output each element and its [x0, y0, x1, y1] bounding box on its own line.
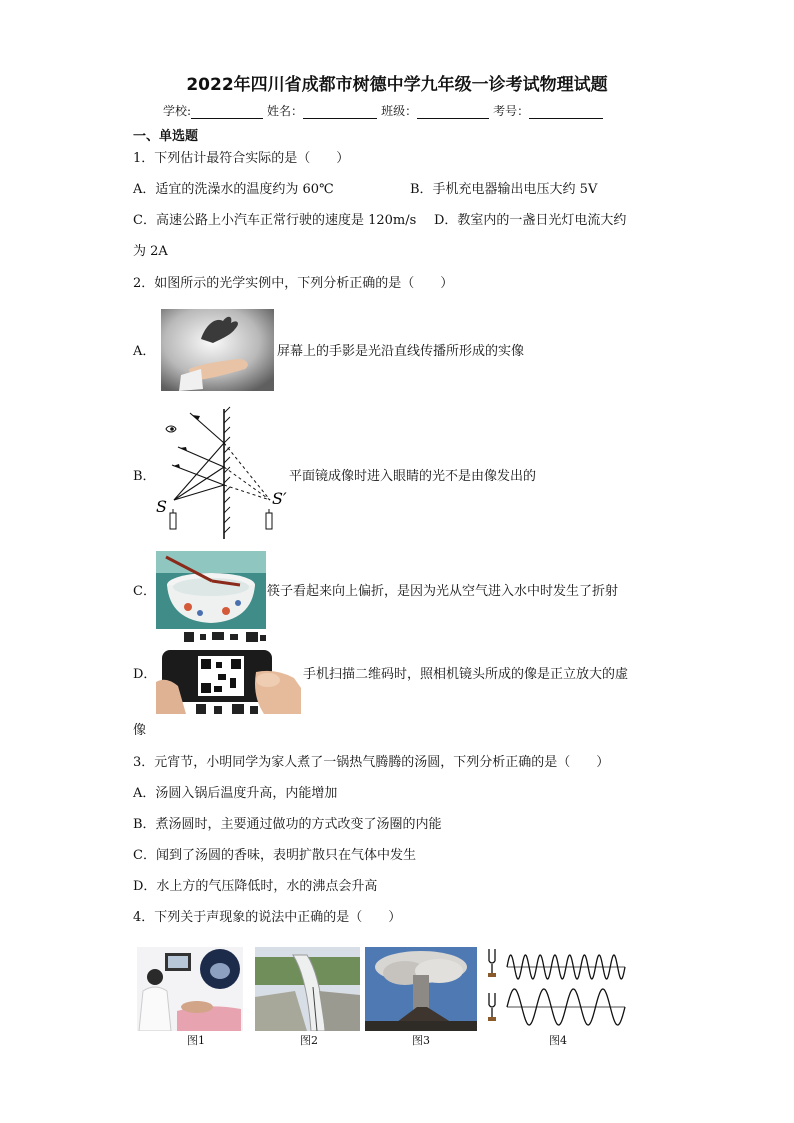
q1-option-c: C．高速公路上小汽车正常行驶的速度是 120m/s — [133, 213, 417, 228]
school-blank[interactable] — [191, 104, 263, 119]
q2-option-a-label: A． — [133, 344, 156, 359]
section-heading: 一、单选题 — [133, 129, 199, 144]
figure-caption-4: 图4 — [549, 1034, 567, 1047]
volcano-eruption-image — [365, 947, 477, 1031]
q3-option-b: B．煮汤圆时，主要通过做功的方式改变了汤圈的内能 — [133, 817, 442, 832]
sound-barrier-image — [255, 947, 360, 1031]
qr-scan-image — [156, 632, 301, 714]
figure-caption-3: 图3 — [412, 1034, 430, 1047]
q1-option-d: D．教室内的一盏日光灯电流大约 — [434, 213, 627, 228]
q2-stem: 2．如图所示的光学实例中，下列分析正确的是（ ） — [133, 276, 454, 291]
q2-option-c-text: 筷子看起来向上偏折，是因为光从空气进入水中时发生了折射 — [267, 584, 619, 599]
q2-option-d-label: D． — [133, 667, 157, 682]
class-label: 班级： — [381, 104, 418, 118]
ultrasound-image — [137, 947, 243, 1031]
q3-option-a: A．汤圆入锅后温度升高，内能增加 — [133, 786, 338, 801]
number-label: 考号： — [493, 104, 530, 118]
q2-option-d-text: 手机扫描二维码时，照相机镜头所成的像是正立放大的虚 — [303, 667, 629, 682]
q1-option-d-cont: 为 2A — [133, 244, 168, 259]
q1-option-b: B．手机充电器输出电压大约 5V — [410, 182, 598, 197]
q2-option-b-text: 平面镜成像时进入眼睛的光不是由像发出的 — [289, 469, 537, 484]
hand-shadow-image — [161, 309, 274, 391]
chopsticks-bowl-image — [156, 551, 266, 629]
q4-stem: 4．下列关于声现象的说法中正确的是（ ） — [133, 910, 402, 925]
class-blank[interactable] — [417, 104, 489, 119]
number-blank[interactable] — [529, 104, 603, 119]
source-label: S — [156, 497, 167, 516]
q2-option-d-cont: 像 — [133, 723, 147, 738]
name-blank[interactable] — [303, 104, 377, 119]
figure-caption-1: 图1 — [187, 1034, 205, 1047]
q2-option-b-label: B． — [133, 469, 156, 484]
figure-caption-2: 图2 — [300, 1034, 318, 1047]
name-label: 姓名： — [267, 104, 304, 118]
q3-option-c: C．闻到了汤圆的香味，表明扩散只在气体中发生 — [133, 848, 416, 863]
school-label: 学校: — [163, 104, 192, 118]
image-label: S′ — [272, 489, 287, 508]
q3-stem: 3．元宵节，小明同学为家人煮了一锅热气腾腾的汤圆，下列分析正确的是（ ） — [133, 755, 610, 770]
q1-stem: 1．下列估计最符合实际的是（ ） — [133, 151, 350, 166]
q3-option-d: D．水上方的气压降低时，水的沸点会升高 — [133, 879, 378, 894]
plane-mirror-diagram — [154, 405, 289, 543]
student-info-line — [163, 102, 607, 119]
q2-option-a-text: 屏幕上的手影是光沿直线传播所形成的实像 — [277, 344, 525, 359]
q1-option-a: A．适宜的洗澡水的温度约为 60℃ — [133, 182, 334, 197]
page-title: 2022年四川省成都市树德中学九年级一诊考试物理试题 — [186, 75, 608, 95]
q2-option-c-label: C． — [133, 584, 156, 599]
tuning-fork-waveforms — [483, 943, 628, 1033]
